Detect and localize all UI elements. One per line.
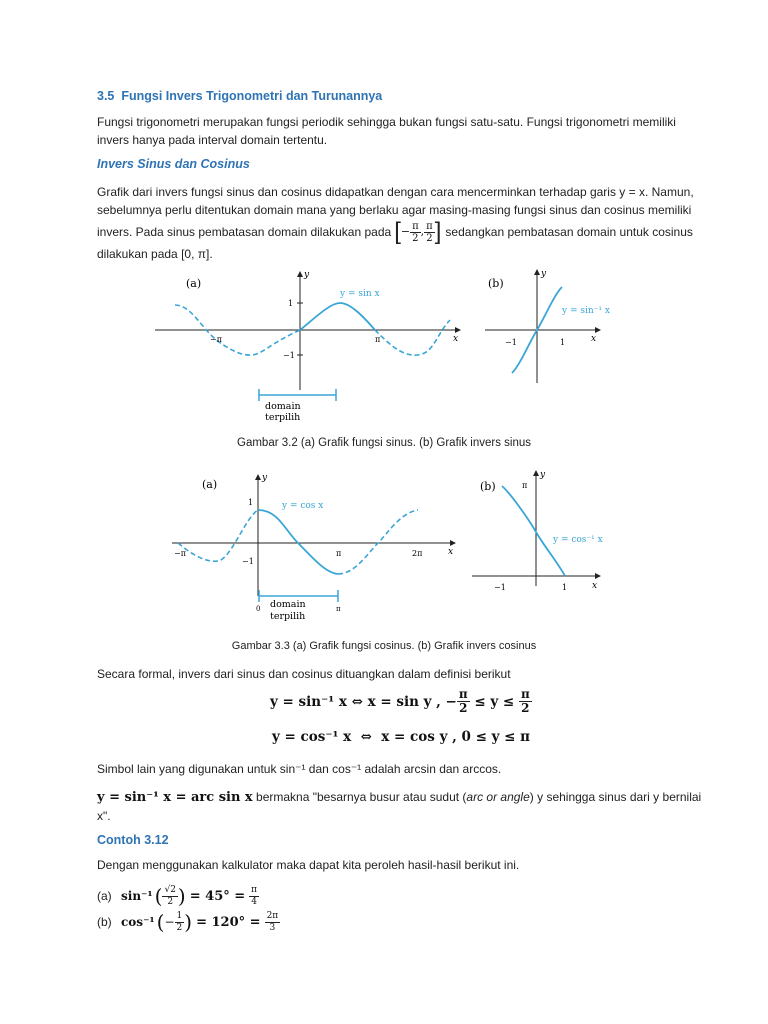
paragraph-text: sedangkan pembatasan domain untuk cosinus (445, 225, 693, 239)
figure-cosine (160, 468, 620, 628)
interval-frac-right: $\frac{\pi}{2}$ (426, 220, 433, 244)
tick-label-neg-pi: −π (174, 549, 186, 558)
bracket-close: ] (434, 218, 442, 245)
section-heading (97, 89, 382, 103)
panel-b-label: (b) (488, 277, 504, 290)
tick-label-0: 0 (256, 605, 261, 613)
tick-label-pi-bottom: π (336, 605, 341, 613)
y-axis-arrow (297, 271, 303, 277)
x-axis-label-b: x (591, 334, 597, 344)
frac-pi-2: $\frac{\pi}{2}$ (520, 687, 530, 715)
cosine-dashed-left (178, 510, 258, 561)
tick-label-neg-pi: −π (210, 335, 222, 344)
sine-dashed-right (375, 320, 450, 355)
frac-sqrt2-2: $\frac{√2}{2}$ (164, 884, 176, 907)
tick-label-b-neg1: −1 (505, 338, 517, 347)
tick-label-b-1: 1 (562, 583, 568, 592)
tick-label-2pi: 2π (412, 549, 423, 558)
formal-text: Secara formal, invers dari sinus dan cosinus dituangkan dalam definisi berikut (97, 667, 511, 681)
y-axis-label: y (304, 270, 310, 280)
arc-formula: y = sin⁻¹ x = arc sin x (97, 790, 253, 805)
x-axis-label: x (448, 547, 454, 557)
interval-minus: − (400, 225, 411, 238)
y-axis-label: y (262, 473, 268, 483)
x-axis-arrow (455, 327, 461, 333)
cosine-dashed-right (338, 510, 418, 574)
section-title: Fungsi Invers Trigonometri dan Turunannya (121, 89, 383, 103)
domain-label: terpilih (270, 611, 306, 622)
tick-label-neg1: −1 (283, 351, 295, 360)
example-text: Dengan menggunakan kalkulator maka dapat kita peroleh hasil-hasil berikut ini. (97, 858, 520, 872)
arcsin-curve-label: y = sin⁻¹ x (562, 306, 610, 316)
domain-label: domain (270, 599, 306, 610)
tick-label-pi: π (336, 549, 342, 558)
figure2-caption: Gambar 3.3 (a) Grafik fungsi cosinus. (b) Grafik invers cosinus (231, 640, 537, 652)
sine-curve-label: y = sin x (340, 289, 380, 299)
subsection-title: Invers Sinus dan Cosinus (97, 157, 250, 171)
panel-b-label: (b) (480, 480, 496, 493)
panel-a-label: (a) (202, 478, 218, 491)
cosine-curve-label: y = cos x (282, 501, 324, 511)
intro-line: invers hanya pada interval domain tertentu. (97, 133, 328, 147)
bracket-open: [ (394, 218, 401, 245)
tick-label-b-pi: π (522, 481, 528, 490)
tick-label-neg1: −1 (242, 557, 254, 566)
figure1-caption: Gambar 3.2 (a) Grafik fungsi sinus. (b) Grafik invers sinus (237, 437, 531, 449)
example-title: Contoh 3.12 (97, 833, 169, 847)
example-item-b: (b) cos⁻¹ ( − $\frac{1}{2}$ ) = 120° = $\frac{2\pi}{3}$ (97, 910, 279, 934)
domain-label: domain (265, 401, 301, 412)
frac-1-2: $\frac{1}{2}$ (176, 910, 183, 933)
x-axis-label-b: x (592, 581, 598, 591)
y-axis-label-b: y (540, 470, 546, 480)
paragraph-line: Grafik dari invers fungsi sinus dan cosinus didapatkan dengan cara mencerminkan terhadap garis y = x. Namun, (97, 185, 694, 199)
sine-solid (300, 303, 375, 330)
tick-label-pi: π (375, 335, 381, 344)
paragraph-text: invers. Pada sinus pembatasan domain dilakukan pada (97, 225, 392, 239)
arccos-curve (502, 486, 565, 576)
tick-label-1: 1 (288, 299, 294, 308)
section-number: 3.5 (97, 89, 115, 103)
symbol-text: Simbol lain yang digunakan untuk sin⁻¹ dan cos⁻¹ adalah arcsin dan arccos. (97, 762, 502, 776)
sin-definition: y = sin⁻¹ x ⇔ x = sin y , − $\frac{\pi}{2}$ ≤ y ≤ $\frac{\pi}{2}$ (270, 687, 530, 715)
arc-text: y = sin⁻¹ x = arc sin x bermakna "besarnya busur atau sudut (arc or angle) y sehingga sinus dari y bernilai x". (97, 790, 702, 823)
y-axis-label-b: y (541, 269, 547, 279)
paragraph-domain (97, 183, 707, 263)
figure-sine (150, 265, 620, 425)
interval-frac-left: $\frac{\pi}{2}$ (412, 220, 419, 244)
domain-label: terpilih (265, 412, 301, 423)
cosine-solid (258, 510, 338, 574)
panel-a-label: (a) (186, 277, 202, 290)
paragraph-line-interval (97, 219, 707, 245)
frac-2pi-3: $\frac{2\pi}{3}$ (266, 910, 279, 933)
tick-label-b-neg1: −1 (494, 583, 506, 592)
frac-pi-4: $\frac{\pi}{4}$ (251, 884, 258, 907)
x-axis-label: x (453, 334, 459, 344)
frac-pi-2: $\frac{\pi}{2}$ (458, 687, 468, 715)
tick-label-b-1: 1 (560, 338, 566, 347)
cos-definition: y = cos⁻¹ x ⇔ x = cos y , 0 ≤ y ≤ π (272, 729, 531, 745)
arccos-curve-label: y = cos⁻¹ x (553, 535, 603, 545)
paragraph-line: dilakukan pada [0, π]. (97, 247, 213, 261)
example-item-a: (a) sin⁻¹ ( $\frac{√2}{2}$ ) = 45° = $\frac{\pi}{4}$ (97, 884, 258, 908)
tick-label-1: 1 (248, 498, 254, 507)
intro-line: Fungsi trigonometri merupakan fungsi periodik sehingga bukan fungsi satu-satu. Fungsi trigonometri memiliki (97, 115, 676, 129)
interval-comma: , (420, 225, 425, 238)
intro-paragraph (97, 113, 697, 149)
paragraph-line: sebelumnya perlu ditentukan domain mana yang berlaku agar masing-masing fungsi sinus dan cosinus memiliki (97, 203, 692, 217)
